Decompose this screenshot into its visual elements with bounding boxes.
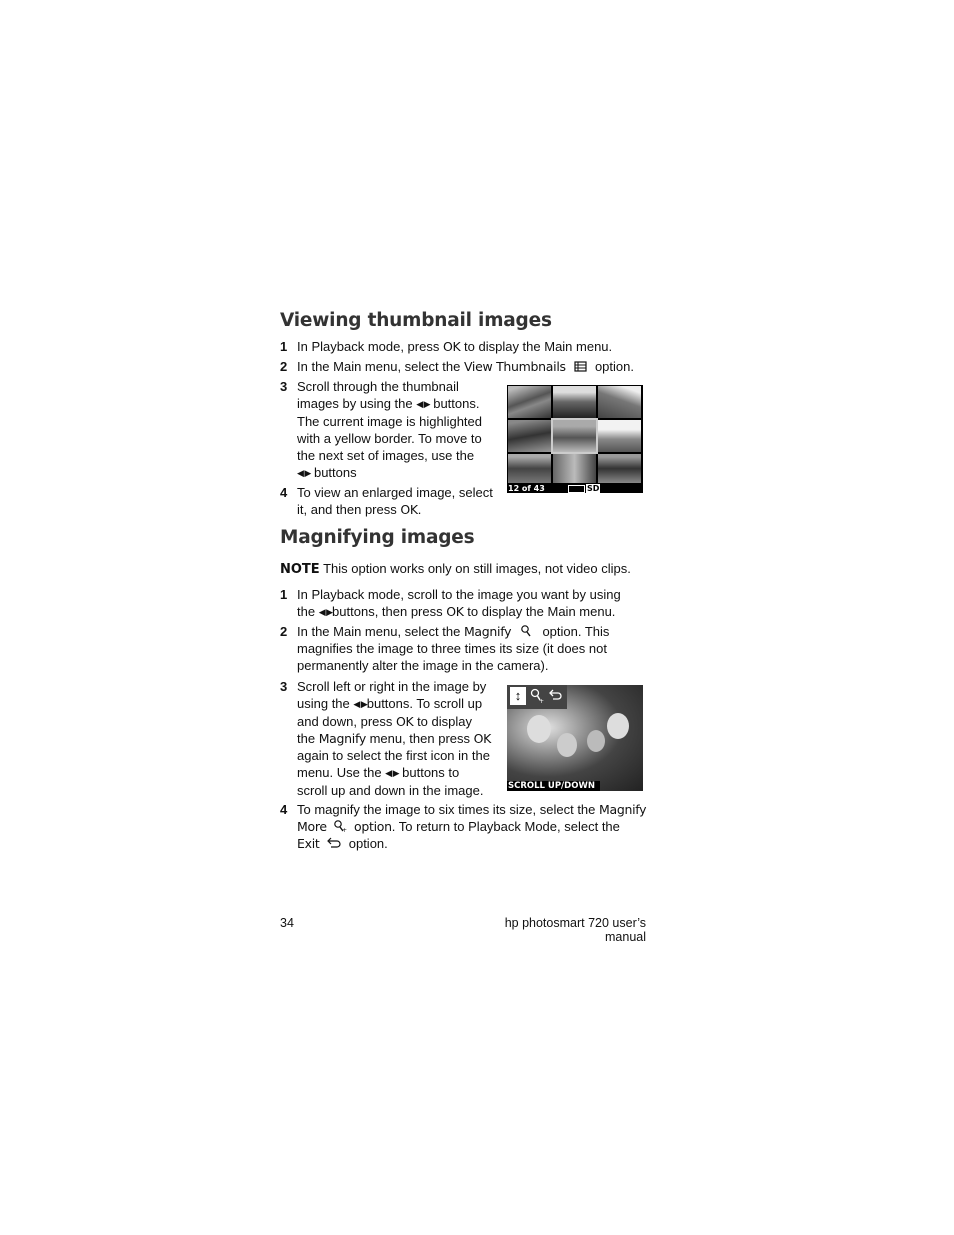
ok-label: OK <box>400 502 418 517</box>
step-text: option. <box>348 836 388 851</box>
thumbnail <box>508 386 551 418</box>
step-line <box>297 835 646 852</box>
memory-card-badge: SD <box>587 484 600 493</box>
step-line <box>297 730 491 747</box>
option-label: option <box>354 819 392 834</box>
ok-label: OK <box>396 714 414 729</box>
face <box>587 730 605 752</box>
svg-text:+: + <box>539 698 545 704</box>
step-line: Scroll through the thumbnail <box>297 379 459 394</box>
step-text: images by using the <box>297 396 413 411</box>
exit-icon <box>323 836 345 850</box>
step-text: In the Main menu, select the <box>297 624 464 639</box>
manual-title: hp photosmart 720 user’s manual <box>504 916 646 944</box>
section-title-magnify: Magnifying images <box>280 527 475 548</box>
step-text: buttons, then press <box>332 604 447 619</box>
step-line <box>297 395 482 413</box>
step-line <box>297 695 491 713</box>
section-title-thumbnails: Viewing thumbnail images <box>280 310 552 331</box>
note <box>280 560 650 578</box>
step-line <box>297 464 482 482</box>
image-counter: 12 of 43 <box>508 484 545 493</box>
note-text: This option works only on still images, not video clips. <box>319 561 631 576</box>
step-text: to display the Main menu. <box>463 604 616 619</box>
step-text: it, and then press <box>297 502 401 517</box>
status-bar <box>507 484 643 493</box>
magnify-step-3 <box>280 678 500 800</box>
left-right-arrows-icon: ◀ ▶ <box>385 768 399 778</box>
step-text: to display the Main menu. <box>460 339 613 354</box>
step-line: permanently alter the image in the camera). <box>297 658 549 673</box>
step-2 <box>280 358 650 376</box>
step-number: 4 <box>280 485 288 500</box>
left-right-arrows-icon: ◀ ▶ <box>297 468 311 478</box>
thumbnail-screen-image <box>507 385 643 493</box>
thumbnail <box>508 420 551 452</box>
thumbnail <box>508 454 551 483</box>
step-text: the <box>297 731 319 746</box>
thumbnails-icon <box>574 361 588 373</box>
step-text: In the Main menu, select the <box>297 359 464 374</box>
step-text: using the <box>297 696 350 711</box>
step-line: The current image is highlighted <box>297 414 482 429</box>
step-number: 3 <box>280 379 288 394</box>
step-line: scroll up and down in the image. <box>297 783 484 798</box>
step-number: 4 <box>280 802 288 817</box>
step-text: the <box>297 604 316 619</box>
thumbnail <box>553 386 596 418</box>
step-text: In Playback mode, press <box>297 339 443 354</box>
ok-label: OK <box>473 731 492 746</box>
left-right-arrows-icon: ◀ ▶ <box>416 399 430 409</box>
step-number: 2 <box>280 359 288 374</box>
step-number: 1 <box>280 587 288 602</box>
thumbnail <box>598 420 641 452</box>
step-line <box>297 818 646 835</box>
magnify-more-label: More <box>297 819 327 834</box>
step-3 <box>280 378 500 488</box>
step-line: magnifies the image to three times its size (it does not <box>297 641 607 656</box>
magnify-label: Magnify <box>463 624 512 639</box>
page-number: 34 <box>280 916 294 930</box>
step-text: menu. Use the <box>297 765 382 780</box>
exit-label: Exit <box>297 836 320 851</box>
step-line: with a yellow border. To move to <box>297 431 482 446</box>
step-1 <box>280 338 650 356</box>
step-text: buttons. <box>433 396 480 411</box>
step-line: To view an enlarged image, select <box>297 485 493 500</box>
step-text: option. <box>591 359 634 374</box>
step-line <box>297 713 491 730</box>
face <box>607 713 629 739</box>
step-text: . To return to Playback Mode, select the <box>391 819 620 834</box>
magnify-screen-image <box>507 685 643 791</box>
menu-bar <box>507 685 567 709</box>
step-number: 1 <box>280 339 288 354</box>
step-text: buttons <box>313 465 357 480</box>
step-number: 3 <box>280 679 288 694</box>
left-right-arrows-icon: ◀ ▶ <box>318 607 333 617</box>
step-line: the next set of images, use the <box>297 448 475 463</box>
magnify-more-label: Magnify <box>599 802 647 817</box>
left-right-arrows-icon: ◀ ▶ <box>353 699 367 709</box>
step-line: In Playback mode, scroll to the image you want by using <box>297 587 621 602</box>
magnify-icon <box>515 624 539 638</box>
ok-label: OK <box>446 604 464 619</box>
thumbnail <box>553 454 596 483</box>
step-text: buttons to <box>402 765 460 780</box>
ok-label: OK <box>442 339 461 354</box>
view-thumbnails-label: View Thumbnails <box>463 359 566 374</box>
magnify-step-2 <box>280 623 650 677</box>
step-text: buttons. To scroll up <box>366 696 483 711</box>
thumbnail <box>598 454 641 483</box>
step-text: To magnify the image to six times its size, select the <box>297 802 600 817</box>
scroll-caption: SCROLL UP/DOWN <box>507 781 600 791</box>
step-line: Scroll left or right in the image by <box>297 679 487 694</box>
face <box>527 715 551 743</box>
step-line <box>297 501 493 518</box>
step-line: again to select the first icon in the <box>297 748 490 763</box>
step-line <box>297 764 491 782</box>
magnify-more-icon <box>330 819 350 833</box>
exit-icon <box>547 688 563 704</box>
svg-text:+: + <box>342 827 348 833</box>
thumbnail <box>598 386 641 418</box>
step-text: and down, press <box>297 714 397 729</box>
step-line <box>297 801 646 818</box>
magnify-step-4 <box>280 801 650 855</box>
magnify-label: Magnify <box>318 731 366 746</box>
thumbnail-selected <box>553 420 596 452</box>
step-text: . <box>417 502 422 517</box>
step-text: to display <box>413 714 472 729</box>
magnify-step-1 <box>280 586 650 622</box>
step-number: 2 <box>280 624 288 639</box>
magnify-more-icon <box>529 688 545 704</box>
step-text: option. This <box>542 624 610 639</box>
scroll-up-down-icon: ↕ <box>510 687 526 705</box>
face <box>557 733 577 757</box>
step-text: menu, then press <box>365 731 474 746</box>
battery-icon <box>568 485 585 493</box>
step-line <box>297 603 621 621</box>
note-label: NOTE <box>280 562 320 577</box>
step-4 <box>280 484 500 520</box>
step-line <box>297 623 609 640</box>
